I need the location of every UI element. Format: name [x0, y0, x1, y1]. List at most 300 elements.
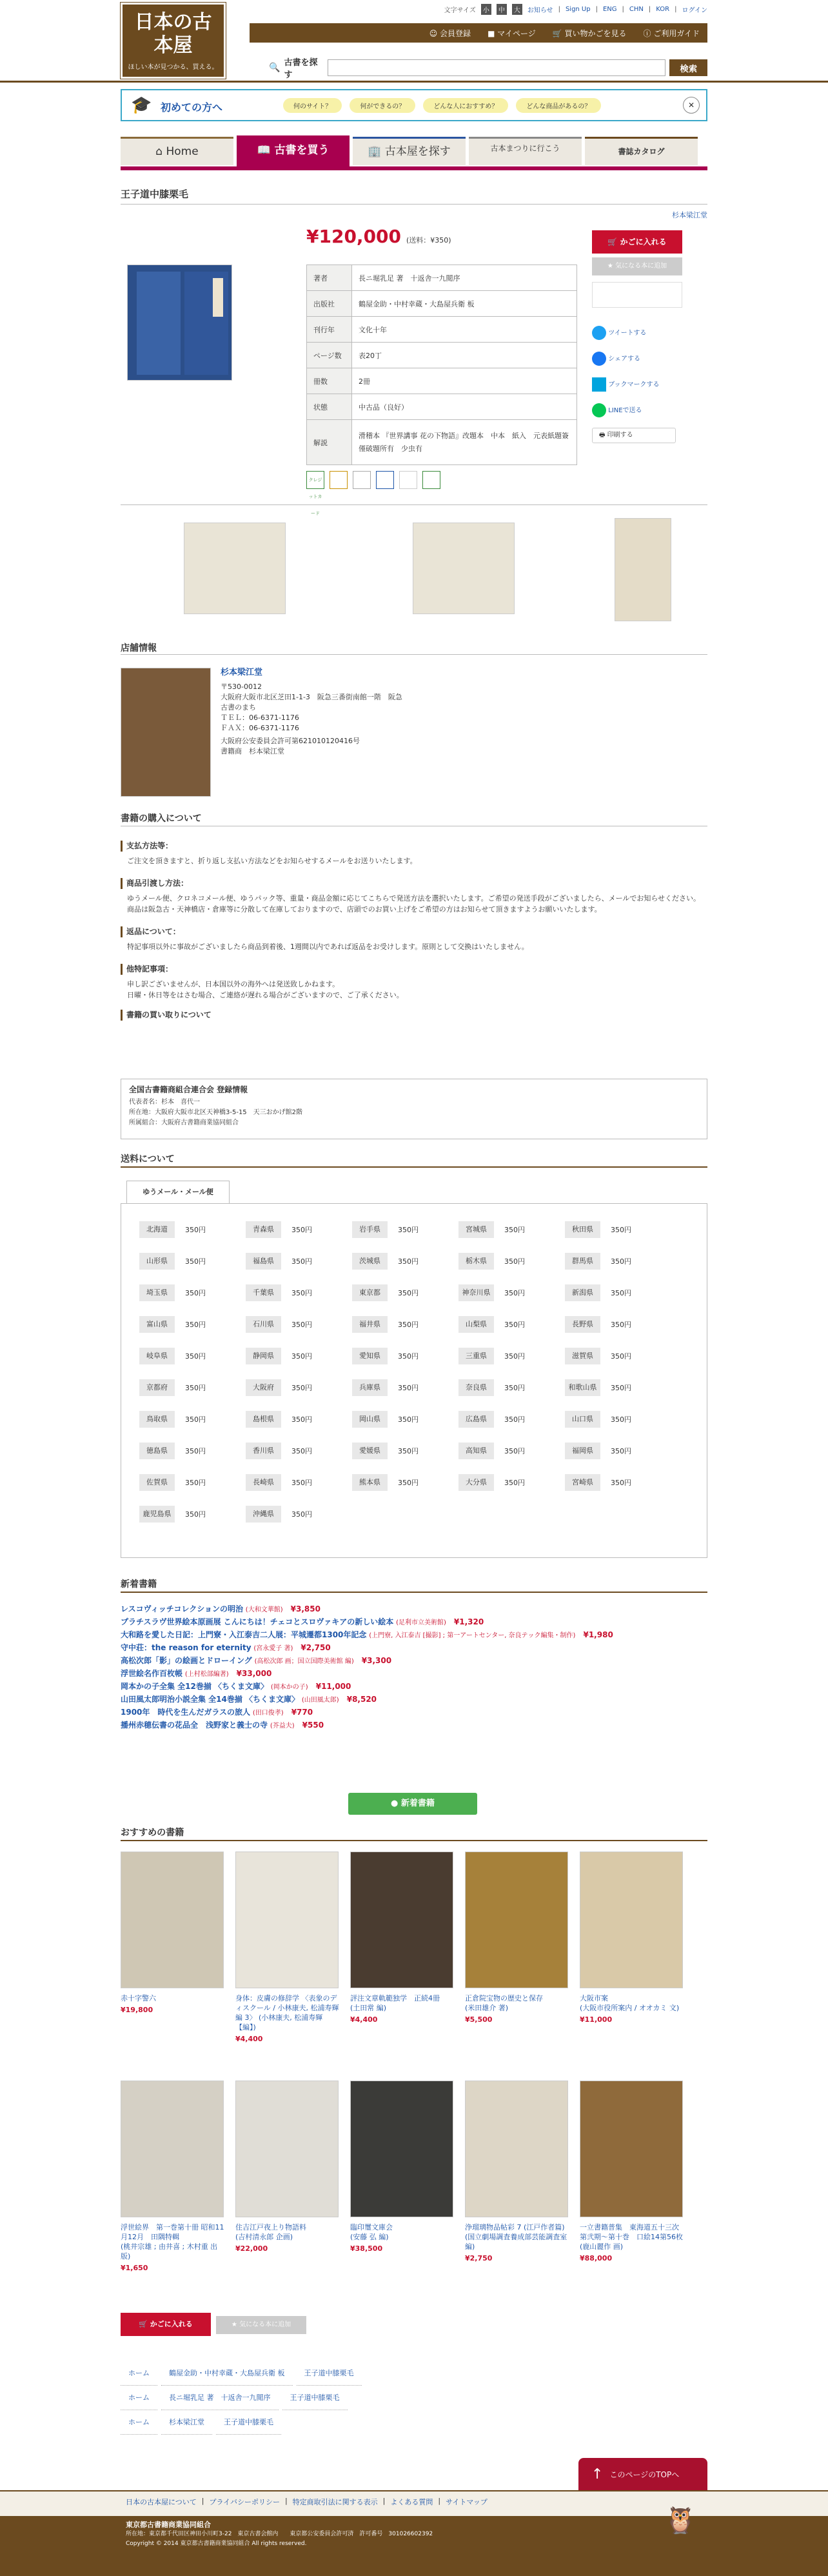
recommended-book[interactable]: [235, 2081, 340, 2253]
page-top-label: このページのTOPへ: [609, 2470, 680, 2479]
postage-row: [565, 1439, 671, 1462]
postage-price: 350円: [185, 1383, 206, 1392]
print-label: 印刷する: [607, 432, 633, 439]
postage-price: 350円: [504, 1446, 525, 1455]
prefecture-name: 岐阜県: [139, 1348, 175, 1364]
book-cover[interactable]: [465, 1852, 568, 1988]
share-facebook[interactable]: [592, 346, 682, 372]
prefecture-name: 佐賀県: [139, 1474, 175, 1491]
postage-row: [352, 1218, 458, 1241]
postage-row: [565, 1344, 671, 1367]
detail-label: 著者: [307, 265, 352, 291]
postage-row: [139, 1250, 246, 1272]
beginner-item[interactable]: どんな人におすすめ？: [423, 98, 508, 113]
prefecture-name: 東京都: [352, 1284, 388, 1301]
book-cover[interactable]: [580, 1852, 683, 1988]
crumb-link[interactable]: 鶴屋金助・中村幸蔵・大島屋兵衛 板: [161, 2362, 293, 2386]
postage-price: 350円: [185, 1288, 206, 1297]
postage-price: 350円: [611, 1415, 631, 1424]
book-title[interactable]: 臨印璽文庫会: [350, 2223, 393, 2232]
beginner-item[interactable]: どんな商品があるの？: [516, 98, 601, 113]
product-details: [306, 265, 577, 465]
footer-link[interactable]: 特定商取引法に関する表示: [292, 2498, 378, 2506]
book-title[interactable]: 一立書籍普集 東海道五十三次 第弐期〜第十巻 口絵14第56枚: [580, 2223, 686, 2241]
shop-rep: 書籍商 杉本梁江堂: [221, 747, 284, 755]
assoc-addr: 所在地：大阪府大阪市北区天神橋3-5-15 天三おかげ館2階: [129, 1109, 303, 1116]
add-to-cart-button[interactable]: [592, 230, 682, 254]
font-size-label: 文字サイズ: [444, 7, 476, 14]
shop-fax: ＦＡＸ：06-6371-1176: [221, 724, 299, 732]
book-cover[interactable]: [121, 2081, 224, 2217]
mypage-nav[interactable]: ■ マイページ: [488, 28, 536, 38]
postage-row: [352, 1313, 458, 1335]
recommended-book[interactable]: [121, 1852, 225, 2014]
detail-value: 鶴屋金助・中村幸蔵・大島屋兵衛 板: [352, 291, 577, 317]
postage-price: 350円: [398, 1446, 419, 1455]
postage-row: [352, 1471, 458, 1493]
postage-row: [458, 1218, 565, 1241]
postage-price: 350円: [504, 1257, 525, 1266]
book-icon: 📖: [257, 144, 271, 157]
book-author: (安藤 弘 編): [350, 2233, 389, 2241]
footer-link[interactable]: 日本の古本屋について: [126, 2498, 197, 2506]
prefecture-name: 愛知県: [352, 1348, 388, 1364]
bottom-wishlist-button[interactable]: [216, 2316, 306, 2334]
font-size-small[interactable]: 小: [481, 4, 491, 15]
book-cover[interactable]: [235, 2081, 339, 2217]
news-price: ¥2,750: [301, 1643, 331, 1652]
footer-link[interactable]: よくある質問: [390, 2498, 433, 2506]
close-icon[interactable]: ✕: [683, 97, 700, 114]
news-item: [121, 1603, 707, 1616]
cart-icon: 🛒: [607, 237, 618, 246]
facebook-icon: [592, 352, 606, 366]
breadcrumb: [121, 2410, 366, 2435]
book-cover[interactable]: [235, 1852, 339, 1988]
prefecture-name: 新潟県: [565, 1284, 600, 1301]
detail-label: 出版社: [307, 291, 352, 317]
shop-photo: [121, 668, 211, 797]
book-author: (桃井宗雄 ; 由井喜 ; 木村重 出版): [121, 2242, 218, 2261]
prefecture-name: 茨城県: [352, 1253, 388, 1270]
news-title[interactable]: プラチスラヴ世界絵本原画展 こんにちは！チェコとスロヴァキアの新しい絵本: [121, 1617, 394, 1626]
credit-card-icon: クレジットカード: [306, 471, 324, 489]
prefecture-name: 福井県: [352, 1316, 388, 1333]
beginner-title[interactable]: 初めての方へ: [161, 101, 223, 114]
postage-price: 350円: [398, 1257, 419, 1266]
thumbnail[interactable]: [184, 523, 286, 614]
news-title[interactable]: 浮世絵名作百枚帳: [121, 1669, 183, 1678]
postage-row: [246, 1281, 352, 1304]
prefecture-name: 愛媛県: [352, 1443, 388, 1459]
postage-price: 350円: [291, 1446, 312, 1455]
book-cover[interactable]: [465, 2081, 568, 2217]
detail-label: 解説: [307, 420, 352, 465]
cart-label: 買い物かごを見る: [564, 28, 627, 38]
postage-price: 350円: [504, 1288, 525, 1297]
postage-row: [246, 1250, 352, 1272]
postage-price: 350円: [185, 1415, 206, 1424]
crumb-link[interactable]: 長ニ堀乳足 著 十返舎一九閲序: [161, 2386, 279, 2410]
postage-price: 350円: [398, 1478, 419, 1487]
bottom-cart-button[interactable]: [121, 2313, 211, 2336]
prefecture-name: 三重県: [458, 1348, 494, 1364]
shop-license: 大阪府公安委員会許可第621010120416号: [221, 737, 360, 745]
thumbnail[interactable]: [413, 523, 515, 614]
bottom-cart-label: かごに入れる: [150, 2320, 193, 2328]
guide-nav[interactable]: ⓘ ご利用ガイド: [643, 28, 700, 38]
shop-zip: 〒530-0012: [221, 683, 262, 691]
search-label: 古書を探す: [284, 58, 318, 80]
chn-link[interactable]: CHN: [629, 6, 644, 13]
postage-row: [565, 1376, 671, 1399]
payment-icon: [399, 471, 417, 489]
prefecture-name: 石川県: [246, 1316, 281, 1333]
postage-price: 350円: [504, 1225, 525, 1234]
postage-row: [458, 1281, 565, 1304]
recommended-book[interactable]: [350, 2081, 455, 2253]
news-item: [121, 1629, 707, 1642]
font-size-medium[interactable]: 中: [497, 4, 507, 15]
postage-row: [458, 1408, 565, 1430]
book-author: (吉村清永郎 企画): [235, 2233, 293, 2241]
site-logo[interactable]: [121, 3, 226, 79]
prefecture-name: 徳島県: [139, 1443, 175, 1459]
postage-row: [565, 1471, 671, 1493]
guide-label: ご利用ガイド: [653, 28, 700, 38]
news-author: (足利市立美術館): [396, 1619, 446, 1626]
prefecture-name: 島根県: [246, 1411, 281, 1428]
footer-link[interactable]: プライバシーポリシー: [209, 2498, 280, 2506]
recommended-book[interactable]: [465, 1852, 569, 2024]
crumb-link[interactable]: 王子道中膝栗毛: [282, 2386, 348, 2410]
eng-link[interactable]: ENG: [602, 6, 617, 13]
news-author: (岡本かの子): [270, 1684, 308, 1691]
postage-row: [458, 1250, 565, 1272]
postage-price: 350円: [291, 1510, 312, 1519]
recommended-book[interactable]: [121, 2081, 225, 2272]
section-title: 店舗情報: [121, 643, 157, 654]
postage-price: 350円: [398, 1225, 419, 1234]
section-title: 送料について: [121, 1154, 175, 1164]
postage-price: 350円: [291, 1383, 312, 1392]
recommended-book[interactable]: [465, 2081, 569, 2262]
tab-festival-label: 古本まつりに行こう: [490, 144, 560, 153]
postage-row: [352, 1439, 458, 1462]
book-price: ¥1,650: [121, 2264, 148, 2272]
news-title[interactable]: 播州赤穂伝書の花品全 浅野家と義士の寺: [121, 1721, 268, 1730]
prefecture-name: 福岡県: [565, 1443, 600, 1459]
share-hatena[interactable]: [592, 372, 682, 398]
book-cover[interactable]: [350, 1852, 453, 1988]
prefecture-name: 千葉県: [246, 1284, 281, 1301]
book-title[interactable]: 浄瑠璃物品帖彩 7 (江戸作者篇): [465, 2223, 565, 2232]
kor-link[interactable]: KOR: [656, 6, 670, 13]
tab-catalog[interactable]: [585, 137, 698, 165]
recommended-book[interactable]: [350, 1852, 455, 2024]
book-title[interactable]: 身体：皮膚の修辞学 〈表象のディスクール / 小林康夫, 松浦寿輝 編 3〉 (小林康夫, 松浦寿輝【編】): [235, 1994, 339, 2032]
book-price: ¥5,500: [465, 2015, 493, 2024]
logo-tagline: ほしい本が見つかる、買える。: [128, 64, 219, 71]
thumbnail[interactable]: [615, 518, 671, 621]
prefecture-name: 兵庫県: [352, 1379, 388, 1396]
news-author: (宮永愛子 著): [253, 1645, 293, 1652]
crumb-link[interactable]: ホーム: [121, 2386, 157, 2410]
postage-price: 350円: [398, 1288, 419, 1297]
breadcrumb: [121, 2361, 366, 2386]
postage-row: [565, 1408, 671, 1430]
share-line[interactable]: [592, 398, 682, 424]
note-text: 申し訳ございませんが、日本国以外の海外へは発送致しかねます。: [127, 980, 340, 988]
payment-icon: [376, 471, 394, 489]
page-top-button[interactable]: [578, 2458, 707, 2490]
postage-row: [565, 1218, 671, 1241]
news-author: (上門寮, 入江泰吉 [撮影] ; 第一アートセンター, 奈良テック編集・制作): [369, 1632, 576, 1639]
postage-price: 350円: [185, 1320, 206, 1329]
cart-btn-label: かごに入れる: [620, 237, 667, 246]
breadcrumb: [121, 2386, 366, 2410]
tab-catalog-label: 書誌カタログ: [618, 147, 665, 156]
postage-price: 350円: [291, 1478, 312, 1487]
prefecture-name: 大分県: [458, 1474, 494, 1491]
crumb-link[interactable]: 王子道中膝栗毛: [216, 2411, 281, 2435]
book-cover[interactable]: [350, 2081, 453, 2217]
postage-price: 350円: [185, 1446, 206, 1455]
ship-title: 商品引渡し方法：: [121, 878, 707, 889]
prefecture-name: 群馬県: [565, 1253, 600, 1270]
star-icon: ★: [607, 263, 613, 270]
book-title[interactable]: 大阪市案: [580, 1994, 608, 2002]
crumb-link[interactable]: ホーム: [121, 2362, 157, 2386]
postage-price: 350円: [611, 1446, 631, 1455]
tab-home[interactable]: [121, 137, 233, 165]
book-title[interactable]: 評注文章軌範独学 正続4冊: [350, 1994, 440, 2002]
prefecture-name: 埼玉県: [139, 1284, 175, 1301]
share-twitter-label: ツイートする: [608, 330, 647, 337]
payment-icon: [330, 471, 348, 489]
news-author: (高松次郎 画；国立国際美術館 編): [254, 1658, 354, 1665]
payment-icon: [353, 471, 371, 489]
cart-icon: 🛒: [139, 2320, 148, 2328]
prefecture-name: 京都府: [139, 1379, 175, 1396]
detail-label: 状態: [307, 394, 352, 420]
postage-price: 350円: [185, 1352, 206, 1361]
footer-org: 東京都古書籍商業協同組合: [126, 2521, 211, 2529]
postage-row: [565, 1281, 671, 1304]
book-title[interactable]: 赤十字警六: [121, 1994, 156, 2002]
detail-label: 刊行年: [307, 317, 352, 343]
cart-nav[interactable]: 🛒 買い物かごを見る: [552, 28, 627, 38]
postage-tab[interactable]: ゆうメール・メール便: [126, 1181, 230, 1204]
postage-price: 350円: [398, 1320, 419, 1329]
book-price: ¥19,800: [121, 2006, 153, 2014]
book-title[interactable]: 住吉江戸夜上り物語料: [235, 2223, 306, 2232]
pay-title: 支払方法等：: [121, 841, 707, 852]
news-author: (芥益夫): [270, 1722, 295, 1730]
postage-price: 350円: [504, 1415, 525, 1424]
buyback-title: 書籍の買い取りについて: [121, 1010, 707, 1021]
prefecture-name: 青森県: [246, 1221, 281, 1238]
recommended-book[interactable]: [580, 2081, 684, 2262]
section-title: おすすめの書籍: [121, 1828, 184, 1838]
detail-value: 文化十年: [352, 317, 577, 343]
book-price: ¥2,750: [465, 2254, 493, 2262]
tab-festival[interactable]: [469, 137, 582, 165]
ship-text: ゆうメール便、クロネコメール便、ゆうパック等、重量・商品金額に応じてこちらで発送方法を選択いたします。ご希望の発送手段がございましたら、メールでお知らせください。: [127, 894, 701, 903]
postage-price: 350円: [504, 1320, 525, 1329]
news-link[interactable]: お知らせ: [527, 7, 553, 14]
postage-table: [121, 1203, 707, 1558]
book-price: ¥38,500: [350, 2244, 383, 2253]
shop-name[interactable]: 杉本梁江堂: [221, 668, 263, 677]
font-size-large[interactable]: 大: [512, 4, 522, 15]
news-title[interactable]: 山田風太郎明治小説全集 全14巻揃 〈ちくま文庫〉: [121, 1695, 300, 1704]
postage-row: [565, 1313, 671, 1335]
page-title: 王子道中膝栗毛: [121, 188, 189, 200]
payment-icon: [422, 471, 440, 489]
beginner-icon: 🎓: [131, 95, 152, 115]
tab-buy[interactable]: [237, 135, 350, 166]
share-hatena-label: ブックマークする: [608, 381, 660, 388]
book-author: (国立劇場調査養成部芸能調査室 編): [465, 2233, 567, 2251]
return-text: 特記事項以外に事故がございましたら商品到着後、1週間以内であれば返品をお受けします。原則として交換はいたしません。: [127, 943, 529, 951]
prefecture-name: 山口県: [565, 1411, 600, 1428]
postage-row: [352, 1344, 458, 1367]
new-icon: ●: [391, 1799, 399, 1808]
postage-price: 350円: [291, 1288, 312, 1297]
section-title: 書籍の購入について: [121, 814, 202, 824]
postage-row: [458, 1471, 565, 1493]
prefecture-name: 大阪府: [246, 1379, 281, 1396]
recommended-book[interactable]: [235, 1852, 340, 2043]
association-box: [121, 1079, 707, 1139]
postage-row: [246, 1313, 352, 1335]
news-author: (山田風太郎): [301, 1697, 339, 1704]
postage-row: [139, 1344, 246, 1367]
news-title[interactable]: 岡本かの子全集 全12巻揃 〈ちくま文庫〉: [121, 1682, 269, 1691]
book-title[interactable]: 浮世絵界 第一巻第十冊 昭和11月12月 田隅特輯: [121, 2223, 224, 2241]
product-image[interactable]: [127, 265, 232, 381]
postage-row: [458, 1313, 565, 1335]
crumb-link[interactable]: 杉本梁江堂: [161, 2411, 212, 2435]
prefecture-name: 香川県: [246, 1443, 281, 1459]
book-title[interactable]: 正倉院宝物の歴史と保存: [465, 1994, 543, 2002]
print-button[interactable]: [592, 428, 676, 443]
news-item: [121, 1681, 707, 1693]
postage-row: [352, 1281, 458, 1304]
postage-price: 350円: [611, 1383, 631, 1392]
postage-price: 350円: [504, 1352, 525, 1361]
postage-row: [458, 1439, 565, 1462]
postage-row: [352, 1376, 458, 1399]
prefecture-name: 和歌山県: [565, 1379, 600, 1396]
wishlist-button[interactable]: [592, 257, 682, 275]
share-twitter[interactable]: [592, 321, 682, 346]
postage-row: [458, 1344, 565, 1367]
print-icon: 🖶: [599, 432, 606, 439]
beginner-item[interactable]: 何ができるの？: [350, 98, 415, 113]
news-item: [121, 1616, 707, 1629]
book-cover[interactable]: [121, 1852, 224, 1988]
news-price: ¥1,320: [453, 1617, 484, 1626]
news-item: [121, 1642, 707, 1655]
prefecture-name: 滋賀県: [565, 1348, 600, 1364]
postage-row: [246, 1218, 352, 1241]
footer-copyright: Copyright © 2014 東京都古書籍商業協同組合 All rights reserved.: [126, 2541, 307, 2547]
postage-row: [246, 1503, 352, 1525]
arrow-up-icon: ↑: [591, 2466, 604, 2482]
footer-link[interactable]: サイトマップ: [446, 2498, 488, 2506]
postage-row: [139, 1503, 246, 1525]
postage-price: 350円: [611, 1320, 631, 1329]
prefecture-name: 鹿児島県: [139, 1506, 175, 1523]
register-nav[interactable]: ☺ 会員登録: [429, 28, 471, 38]
news-price: ¥33,000: [236, 1669, 272, 1678]
twitter-icon: [592, 326, 606, 340]
register-label: 会員登録: [440, 28, 471, 38]
shop-link[interactable]: 杉本梁江堂: [672, 211, 707, 219]
login-link[interactable]: ログイン: [682, 7, 707, 14]
postage-price: 350円: [291, 1415, 312, 1424]
prefecture-name: 長崎県: [246, 1474, 281, 1491]
beginner-item[interactable]: 何のサイト？: [283, 98, 342, 113]
news-price: ¥550: [302, 1721, 324, 1730]
prefecture-name: 神奈川県: [458, 1284, 494, 1301]
more-new-books-button[interactable]: [348, 1793, 477, 1815]
detail-value: 長ニ堀乳足 著 十返舎一九閲序: [352, 265, 577, 291]
postage-row: [246, 1439, 352, 1462]
prefecture-name: 宮崎県: [565, 1474, 600, 1491]
crumb-link[interactable]: 王子道中膝栗毛: [297, 2362, 362, 2386]
detail-value: 滑稽本 『世界講事 花の下物語』改題本 中本 紙入 元表紙題簽 僅破題所有 少虫有: [352, 420, 577, 465]
assoc-title: 全国古書籍商組合連合会 登録情報: [129, 1085, 248, 1094]
crumb-link[interactable]: ホーム: [121, 2411, 157, 2435]
recommended-book[interactable]: [580, 1852, 684, 2024]
postage-row: [139, 1471, 246, 1493]
shop-tel: ＴＥＬ：06-6371-1176: [221, 714, 299, 722]
postage-row: [246, 1376, 352, 1399]
prefecture-name: 沖縄県: [246, 1506, 281, 1523]
signup-link[interactable]: Sign Up: [565, 6, 591, 13]
news-title[interactable]: 1900年 時代を生んだガラスの旅人: [121, 1708, 251, 1717]
postage-row: [352, 1250, 458, 1272]
news-title[interactable]: 守中荘：the reason for eternity: [121, 1643, 251, 1652]
global-nav: [250, 23, 707, 43]
home-icon: ⌂: [155, 145, 163, 158]
book-cover[interactable]: [580, 2081, 683, 2217]
news-item: [121, 1719, 707, 1732]
prefecture-name: 岩手県: [352, 1221, 388, 1238]
prefecture-name: 熊本県: [352, 1474, 388, 1491]
book-author: (大阪市役所案内 / オオカミ 文): [580, 2004, 680, 2012]
news-title[interactable]: 高松次郎「影」の絵画とドローイング: [121, 1656, 252, 1665]
prefecture-name: 秋田県: [565, 1221, 600, 1238]
book-price: ¥88,000: [580, 2254, 613, 2262]
postage-price: 350円: [291, 1257, 312, 1266]
search-input[interactable]: [328, 59, 666, 76]
news-price: ¥3,850: [290, 1604, 320, 1613]
book-price: ¥22,000: [235, 2244, 268, 2253]
search-button[interactable]: 検索: [669, 59, 707, 76]
prefecture-name: 宮城県: [458, 1221, 494, 1238]
tab-shops[interactable]: [353, 137, 466, 165]
news-title[interactable]: レスコヴィッチコレクションの明治: [121, 1604, 243, 1613]
news-title[interactable]: 大和路を愛した日記：上門寮・入江泰吉二人展：平城遷都1300年記念: [121, 1630, 367, 1639]
postage-price: 350円: [504, 1383, 525, 1392]
postage-price: 350円: [398, 1352, 419, 1361]
book-author: (鹿山麗作 画): [580, 2242, 624, 2251]
prefecture-name: 静岡県: [246, 1348, 281, 1364]
